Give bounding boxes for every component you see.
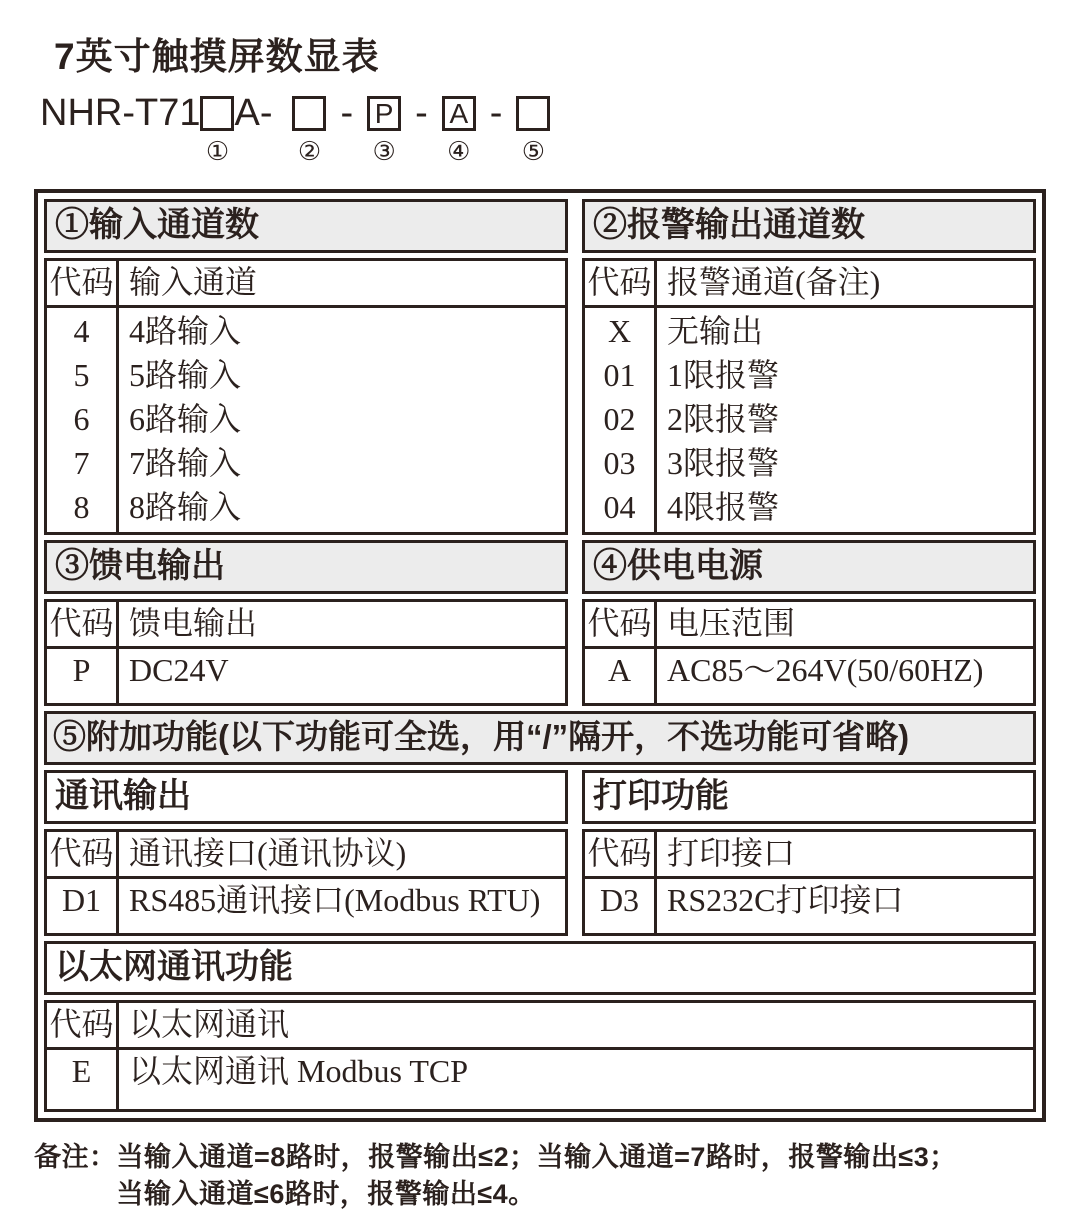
footnote-label: 备注： (34, 1142, 117, 1172)
circled-number-5: ⑤ (521, 137, 546, 167)
desc-column-header: 电压范围 (656, 601, 1035, 648)
circled-number-3: ③ (372, 137, 396, 167)
code-column-header: 代码 (584, 831, 656, 878)
table-data-block (46, 307, 567, 534)
desc-column-header: 输入通道 (118, 260, 567, 307)
model-box-4: A (442, 96, 476, 131)
circled-number-2: ② (297, 137, 322, 167)
circled-number-1: ① (205, 137, 230, 167)
footnote-line-1: 当输入通道=8路时，报警输出≤2；当输入通道=7路时，报警输出≤3； (116, 1142, 957, 1172)
section-power-supply (582, 540, 1036, 706)
footnote (34, 1139, 1046, 1213)
code-value: X (607, 313, 632, 349)
section-comm-output (44, 770, 568, 936)
desc-value: RS232C打印接口 (656, 878, 1035, 935)
section-input-channels (44, 199, 568, 535)
model-box-1 (200, 96, 234, 131)
ordering-selection-table (34, 189, 1046, 1122)
section-2-table (582, 258, 1036, 535)
code-column-header: 代码 (46, 1002, 118, 1049)
section-feed-output (44, 540, 568, 706)
code-column-header: 代码 (584, 601, 656, 648)
section-2-header: ②报警输出通道数 (582, 199, 1036, 253)
section-1-header: ①输入通道数 (44, 199, 568, 253)
code-value: 03 (603, 445, 636, 481)
code-column-header: 代码 (46, 601, 118, 648)
ethernet-subtitle: 以太网通讯功能 (44, 941, 1036, 995)
code-value: E (46, 1049, 118, 1111)
desc-column-header: 通讯接口(通讯协议) (118, 831, 567, 878)
table-row (584, 648, 1035, 705)
print-subtitle: 打印功能 (582, 770, 1036, 824)
page-title: 7英寸触摸屏数显表 (54, 36, 380, 77)
desc-value: 1限报警 (667, 357, 780, 393)
table-header-row (46, 831, 567, 878)
model-dash-2: - (415, 92, 428, 134)
ethernet-table (44, 1000, 1036, 1112)
section-1-table (44, 258, 568, 535)
desc-column-header: 报警通道(备注) (656, 260, 1035, 307)
desc-value: 6路输入 (129, 401, 242, 437)
table-header-row (46, 601, 567, 648)
section-4-header: ④供电电源 (582, 540, 1036, 594)
model-prefix: NHR-T71 (40, 92, 201, 134)
model-separator-a: A- (234, 92, 273, 134)
table-header-row (584, 601, 1035, 648)
desc-value: 无输出 (667, 313, 764, 349)
desc-value: 3限报警 (667, 445, 780, 481)
model-slot-5 (516, 90, 550, 165)
table-header-row (46, 260, 567, 307)
desc-value: AC85～264V(50/60HZ) (656, 648, 1035, 705)
code-value: 8 (73, 489, 90, 525)
code-column-header: 代码 (46, 260, 118, 307)
section-3-table (44, 599, 568, 706)
code-column-header: 代码 (46, 831, 118, 878)
model-box-5 (516, 96, 550, 131)
section-print-function (582, 770, 1036, 936)
table-data-block (584, 307, 1035, 534)
footnote-body (117, 1139, 957, 1213)
model-slot-2 (292, 90, 326, 165)
model-slot-3 (367, 90, 401, 165)
code-value: A (584, 648, 656, 705)
comm-subtitle: 通讯输出 (44, 770, 568, 824)
desc-value: DC24V (118, 648, 567, 705)
section-alarm-channels (582, 199, 1036, 535)
table-header-row (584, 831, 1035, 878)
desc-value: 以太网通讯 Modbus TCP (118, 1049, 1035, 1111)
code-value: 04 (603, 489, 636, 525)
section-4-table (582, 599, 1036, 706)
code-value: D3 (584, 878, 656, 935)
desc-value: 5路输入 (129, 357, 242, 393)
section-row-2 (44, 540, 1036, 706)
model-dash-3: - (489, 92, 503, 134)
section-5-header: ⑤附加功能(以下功能可全选，用“/”隔开，不选功能可省略) (44, 711, 1036, 765)
desc-value: 7路输入 (129, 445, 242, 481)
desc-value: 4路输入 (129, 313, 242, 349)
model-slot-4 (442, 90, 476, 165)
table-row (46, 1049, 1035, 1111)
desc-column-header: 馈电输出 (118, 601, 567, 648)
model-box-2 (292, 96, 326, 131)
code-value: 5 (73, 357, 90, 393)
print-table (582, 829, 1036, 936)
code-value: 4 (73, 313, 90, 349)
desc-value: 2限报警 (667, 401, 780, 437)
code-values-cell (584, 307, 656, 534)
desc-value: RS485通讯接口(Modbus RTU) (118, 878, 567, 935)
desc-values-cell (118, 307, 567, 534)
model-box-3: P (367, 96, 401, 131)
desc-value: 8路输入 (129, 489, 242, 525)
code-column-header: 代码 (584, 260, 656, 307)
table-row (46, 878, 567, 935)
code-value: 01 (603, 357, 636, 393)
section-3-header: ③馈电输出 (44, 540, 568, 594)
code-values-cell (46, 307, 118, 534)
comm-table (44, 829, 568, 936)
section-row-3 (44, 770, 1036, 936)
code-value: 6 (73, 401, 90, 437)
desc-column-header: 打印接口 (656, 831, 1035, 878)
footnote-line-2: 当输入通道≤6路时，报警输出≤4。 (116, 1179, 536, 1209)
desc-value: 4限报警 (667, 489, 780, 525)
code-value: 02 (603, 401, 636, 437)
model-slot-1 (200, 90, 234, 165)
model-dash-1: - (340, 92, 354, 134)
model-code-line (40, 90, 1046, 165)
code-value: D1 (46, 878, 118, 935)
section-row-1 (44, 199, 1036, 535)
table-row (584, 878, 1035, 935)
table-header-row (46, 1002, 1035, 1049)
table-row (46, 648, 567, 705)
code-value: 7 (73, 445, 90, 481)
table-header-row (584, 260, 1035, 307)
desc-values-cell (656, 307, 1035, 534)
desc-column-header: 以太网通讯 (118, 1002, 1035, 1049)
circled-number-4: ④ (447, 137, 471, 167)
code-value: P (46, 648, 118, 705)
